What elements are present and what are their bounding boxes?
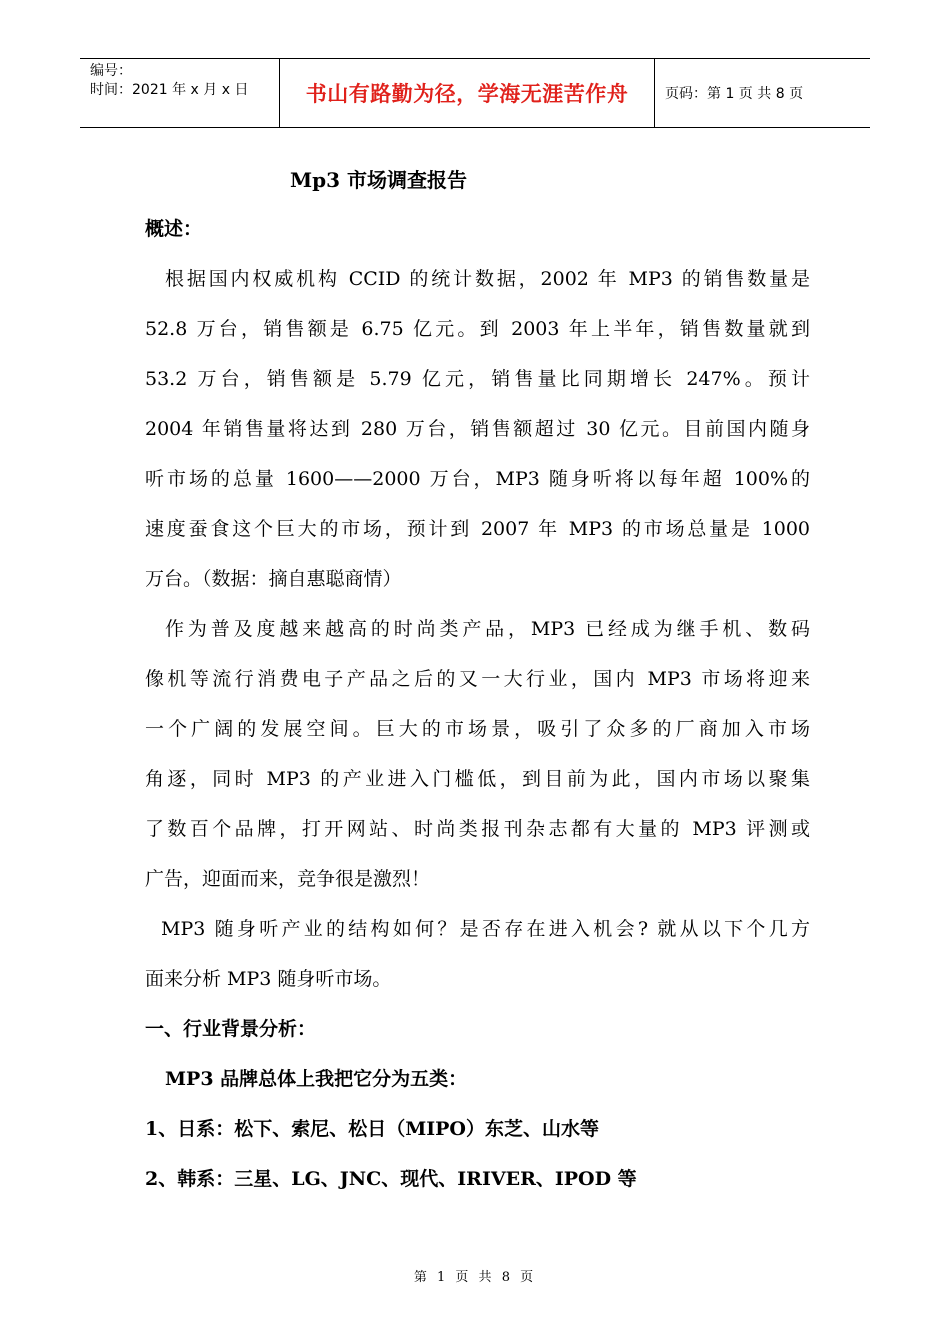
paragraph-line: 52.8 万台，销售额是 6.75 亿元。到 2003 年上半年，销售数量就到	[145, 318, 810, 340]
paragraph-3	[145, 904, 810, 1004]
paragraph-line: 听市场的总量 1600——2000 万台，MP3 随身听将以每年超 100%的	[145, 468, 810, 490]
paragraph-line: 万台。（数据：摘自惠聪商情）	[145, 568, 402, 590]
paragraph-line: 面来分析 MP3 随身听市场。	[145, 968, 392, 990]
paragraph-line: 角逐，同时 MP3 的产业进入门槛低，到目前为此，国内市场以聚集	[145, 768, 810, 790]
section-1-heading: 一、行业背景分析：	[145, 1018, 317, 1040]
page-footer: 第 1 页 共 8 页	[413, 1270, 537, 1285]
paragraph-line: 作为普及度越来越高的时尚类产品，MP3 已经成为继手机、数码	[165, 618, 810, 640]
paragraph-line: MP3 随身听产业的结构如何？是否存在进入机会? 就从以下个几方	[161, 918, 810, 940]
brand-list-item: 1、日系：松下、索尼、松日（MIPO）东芝、山水等	[145, 1118, 599, 1140]
paragraph-line: 53.2 万台，销售额是 5.79 亿元，销售量比同期增长 247%。预计	[145, 368, 810, 390]
paragraph-line: 2004 年销售量将达到 280 万台，销售额超过 30 亿元。目前国内随身	[145, 418, 810, 440]
overview-heading: 概述：	[145, 218, 203, 240]
paragraph-2	[145, 604, 810, 904]
paragraph-line: 像机等流行消费电子产品之后的又一大行业，国内 MP3 市场将迎来	[145, 668, 810, 690]
page-header	[80, 58, 870, 128]
document-time-label: 时间：2021 年 x 月 x 日	[90, 82, 249, 98]
brands-intro: MP3 品牌总体上我把它分为五类：	[165, 1068, 468, 1090]
header-meta	[80, 59, 280, 127]
paragraph-line: 广告，迎面而来，竞争很是激烈！	[145, 868, 431, 890]
paragraph-line: 根据国内权威机构 CCID 的统计数据，2002 年 MP3 的销售数量是	[165, 268, 810, 290]
header-page-label: 页码：第 1 页 共 8 页	[665, 86, 804, 102]
header-motto: 书山有路勤为径，学海无涯苦作舟	[280, 59, 655, 127]
paragraph-1	[145, 254, 810, 604]
document-number-label: 编号：	[90, 63, 132, 79]
document-title: Mp3 市场调查报告	[290, 168, 468, 192]
brand-list-item: 2、韩系：三星、LG、JNC、现代、IRIVER、IPOD 等	[145, 1168, 637, 1190]
paragraph-line: 了数百个品牌，打开网站、时尚类报刊杂志都有大量的 MP3 评测或	[145, 818, 810, 840]
paragraph-line: 速度蚕食这个巨大的市场，预计到 2007 年 MP3 的市场总量是 1000	[145, 518, 810, 540]
paragraph-line: 一个广阔的发展空间。巨大的市场景，吸引了众多的厂商加入市场	[145, 718, 810, 740]
document-body	[145, 156, 810, 1204]
